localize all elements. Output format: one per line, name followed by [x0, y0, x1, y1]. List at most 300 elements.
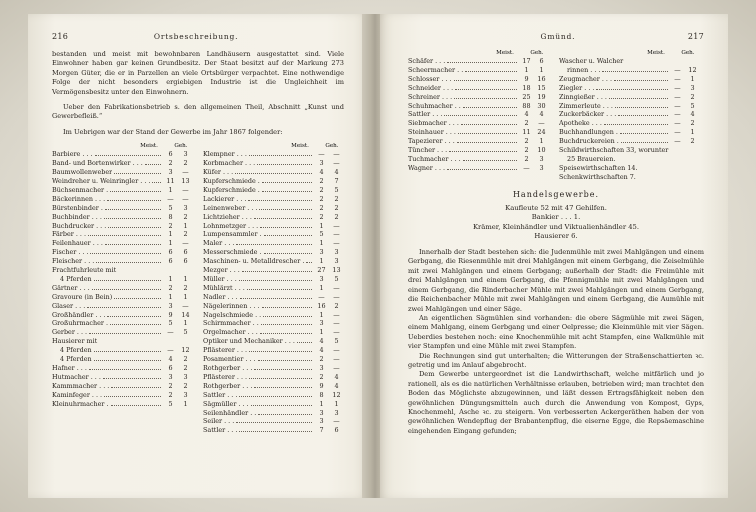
trade-masters: 3 [319, 319, 324, 328]
trade-masters: — [674, 101, 681, 110]
table-row [559, 57, 700, 66]
table-row [203, 364, 344, 373]
trade-masters: 6 [168, 150, 173, 159]
trade-name: Schenkwirthschaften 7. [559, 172, 636, 181]
trade-name: Nagelschmiede . . [203, 310, 262, 319]
trade-name: 4 Pferden [60, 346, 92, 355]
trade-masters: 1 [168, 230, 173, 239]
table-row [52, 364, 193, 373]
table-row [559, 164, 700, 173]
table-row [559, 102, 700, 111]
table-row [52, 222, 193, 231]
trades-column-2-header [203, 143, 344, 149]
trade-helpers: 3 [690, 83, 695, 92]
trade-helpers: 1 [539, 137, 544, 146]
trade-name: Tuchmacher . . . [408, 154, 461, 163]
trade-masters: — [318, 150, 325, 159]
trade-masters: 2 [168, 390, 173, 399]
trade-helpers: 1 [334, 399, 339, 408]
trade-helpers: 30 [537, 101, 546, 110]
trade-helpers: 3 [334, 257, 339, 266]
trade-helpers: 12 [181, 346, 190, 355]
trade-name: Maschinen- u. Metalldrescher . [203, 257, 305, 266]
trade-masters: 9 [319, 381, 324, 390]
trades-column-4-header [559, 50, 700, 56]
trade-helpers: 3 [334, 248, 339, 257]
left-page-header [52, 32, 344, 41]
trade-name: Müller . . . [203, 274, 237, 283]
table-row [559, 155, 700, 164]
trade-name: Mühlärzt . . . [203, 283, 245, 292]
right-page [380, 14, 728, 498]
trade-helpers: 2 [183, 364, 188, 372]
table-row [52, 284, 193, 293]
trade-masters: 5 [168, 319, 173, 328]
table-row [203, 159, 344, 168]
trade-name: Gravoure (in Bein) [52, 292, 113, 301]
trade-helpers: 16 [537, 74, 546, 83]
trade-name: Schäfer . . . [408, 57, 446, 65]
table-row [203, 284, 344, 293]
trade-helpers: 6 [183, 248, 188, 257]
trade-name: Rothgerber . . . [203, 381, 253, 390]
trade-helpers: — [333, 159, 340, 168]
trade-name: Zeugmacher . . . [559, 74, 613, 83]
trade-helpers: — [333, 328, 340, 337]
trade-masters: 8 [168, 212, 173, 221]
table-row [408, 137, 549, 146]
table-row [408, 128, 549, 137]
trade-masters: 18 [522, 83, 531, 92]
table-row [203, 426, 344, 435]
table-row [408, 66, 549, 75]
table-row [408, 110, 549, 119]
table-row [52, 328, 193, 337]
trade-name: Leinenweber . . . [203, 203, 258, 212]
trade-masters: — [674, 128, 681, 137]
handelsgewerbe-heading: Handelsgewerbe. [512, 189, 600, 199]
table-row [52, 337, 193, 346]
table-row [52, 213, 193, 222]
trade-masters: 3 [168, 168, 173, 177]
trade-helpers: — [182, 301, 189, 310]
trade-masters: 6 [168, 364, 173, 372]
trade-name: Baumwollenweber [52, 168, 113, 177]
table-row [203, 409, 344, 418]
trade-name: Siebmacher . . . [408, 119, 459, 128]
table-row [203, 337, 344, 346]
trade-helpers: 2 [334, 203, 339, 212]
trade-masters: — [167, 346, 174, 355]
trade-helpers: — [333, 364, 340, 372]
table-row [52, 150, 193, 159]
trade-masters: 11 [522, 128, 531, 137]
trades-table-left [52, 143, 344, 435]
trade-name: Orgelmacher . . . [203, 328, 258, 337]
trade-name: Glaser . . . [52, 301, 86, 310]
table-row [203, 346, 344, 355]
trade-name: Sattler . . . [408, 110, 443, 119]
right-page-running-title: Gmünd. [540, 32, 576, 41]
trade-name: Hausierer mit [52, 337, 98, 346]
col-header-meister: Meist. [140, 143, 158, 150]
table-row [203, 230, 344, 239]
trade-name: Rothgerber . . . [203, 364, 253, 372]
trade-helpers: — [333, 417, 340, 426]
trade-masters: 11 [166, 176, 175, 185]
trade-masters: 5 [168, 203, 173, 212]
table-row [52, 159, 193, 168]
right-paragraph-1: Innerhalb der Stadt bestehen sich: die Judenmühle mit zwei Mahlgängen und einem Gerbgang, die Riesenmühle mit drei Mahlgängen mit einem Gerbgang, die Zeiselmühle mit zwei Mahlgängen und einem Gerbgang; außerhalb der Stadt: die Freimühle mit drei Mahlgängen und einem Gerbgang, die Pfennigmühle mit zwei Mahlgängen und einem Gerbgang, die Rinderbacher Mühle mit zwei Mahlgängen und einem Gerbgang, die Reichenbacher Mühle mit zwei Mahlgängen und einem Gerbgang, die Aumühle mit zwei Mahlgängen und einer Säge. [408, 248, 704, 313]
trade-name: Buchdrucker . . . [52, 221, 107, 230]
table-row [203, 213, 344, 222]
trade-helpers: 5 [690, 101, 695, 110]
trade-masters: 1 [319, 310, 324, 319]
trade-masters: 4 [319, 168, 324, 177]
trade-masters: 2 [168, 159, 173, 168]
table-row [203, 222, 344, 231]
trade-helpers: 10 [537, 146, 546, 155]
table-row [203, 239, 344, 248]
table-row [203, 319, 344, 328]
trade-helpers: — [182, 239, 189, 248]
handels-line-1: Kaufleute 52 mit 47 Gehilfen. [505, 203, 607, 212]
table-row [203, 302, 344, 311]
trade-masters: 16 [317, 301, 326, 310]
table-row [203, 248, 344, 257]
trade-name: Schreiner . . . [408, 92, 453, 101]
trade-name: Küfer . . . [203, 168, 234, 177]
table-row [52, 195, 193, 204]
trade-masters: 2 [319, 203, 324, 212]
trade-name: Pflästerer . . . [203, 372, 248, 381]
trade-masters: 2 [319, 185, 324, 194]
trade-helpers: 12 [332, 390, 341, 399]
table-row [52, 302, 193, 311]
trade-masters: 17 [522, 57, 531, 65]
trade-name: Weindreher u. Weinringler . . . [52, 176, 151, 185]
trade-helpers: 2 [334, 194, 339, 203]
trade-masters: 2 [319, 372, 324, 381]
trade-name: Lumpensammler . [203, 230, 262, 239]
trade-name: Buchdruckereien . [559, 137, 619, 146]
trade-name: Schuhmacher . . [408, 101, 461, 110]
trade-helpers: 15 [537, 83, 546, 92]
table-row [52, 275, 193, 284]
trade-name: Schildwirthschaften 33, worunter [559, 146, 669, 155]
trade-name: Hutmacher . . . [52, 372, 101, 381]
left-page [28, 14, 368, 498]
trade-helpers: 5 [183, 328, 188, 337]
trade-name: Zuckerbäcker . . . [559, 110, 617, 119]
right-page-number: 217 [687, 32, 704, 41]
table-row [559, 84, 700, 93]
trade-helpers: 12 [688, 65, 697, 74]
table-row [52, 257, 193, 266]
trade-masters: — [674, 65, 681, 74]
trade-masters: 2 [319, 355, 324, 364]
trade-masters: 1 [168, 185, 173, 194]
trade-masters: 4 [319, 346, 324, 355]
right-paragraph-4: Dem Gewerbe untergeordnet ist die Landwirthschaft, welche mitfärlich und jo rationell, als es die natürlichen Verhältnisse erlauben, betrieben wird; man trachtet den Boden das Möglichste abzugewinnen, und läßt dessen Ertragsfähigkeit neben den gewöhnlichen Düngungsmitteln auch durch die Anwendung von Kompost, Gyps, Knochenmehl, Asche ꝛc. zu steigern. Von verbesserten Ackergeräthen haben der von gewöhnlichen Wendepflug der Brabantenpflug, die eiserne Egge, die Repsäemaschine eingehenden Eingang gefunden; [408, 370, 704, 435]
table-row [203, 400, 344, 409]
trade-name: Steinhauer . . . [408, 128, 456, 137]
table-row [408, 164, 549, 173]
left-paragraph-3: Im Uebrigen war der Stand der Gewerbe im Jahr 1867 folgender: [63, 127, 283, 136]
col-header-gehilfen-2: Geh. [325, 143, 339, 150]
trade-helpers: 4 [690, 110, 695, 119]
trade-masters: 2 [319, 176, 324, 185]
trade-helpers: — [538, 119, 545, 128]
table-row [203, 186, 344, 195]
trade-helpers: — [333, 310, 340, 319]
trade-helpers: 14 [181, 310, 190, 319]
trade-name: Buchbinder . . . [52, 212, 102, 221]
table-row [203, 150, 344, 159]
table-row [408, 146, 549, 155]
trade-masters: 3 [168, 372, 173, 381]
table-row [52, 400, 193, 409]
trade-name: Schlosser . . . [408, 74, 452, 83]
trade-name: 4 Pferden [60, 355, 92, 364]
col-header-meist: Meist. [496, 50, 514, 56]
trade-name: Pflästerer . . . [203, 346, 248, 355]
table-row [52, 293, 193, 302]
trade-name: Gerber . . . [52, 328, 88, 337]
trade-masters: 27 [317, 266, 326, 275]
trade-helpers: 7 [334, 176, 339, 185]
trade-masters: 25 [522, 92, 531, 101]
trade-name: Klempner . . . [203, 150, 247, 159]
trade-name: Fischer . . . [52, 248, 89, 257]
trade-name: Barbiere . . . [52, 150, 93, 159]
table-row [52, 319, 193, 328]
trade-helpers: 5 [334, 337, 339, 346]
trade-helpers: — [333, 221, 340, 230]
table-row [559, 137, 700, 146]
trades-column-2 [203, 143, 344, 435]
table-row [203, 204, 344, 213]
trade-helpers: 3 [183, 372, 188, 381]
trade-name: Schneider . . . [408, 83, 454, 92]
trade-name: Kleinuhrmacher . [52, 399, 109, 408]
trade-helpers: 3 [183, 203, 188, 212]
trades-column-1-header [52, 143, 193, 149]
trade-masters: 1 [319, 399, 324, 408]
trade-helpers: 5 [334, 274, 339, 283]
trade-masters: 1 [168, 239, 173, 248]
trade-name: Feilenhauer . . . [52, 239, 103, 248]
trade-name: Apotheke . . . [559, 119, 602, 128]
trade-name: Kupferschmiede . [203, 185, 260, 194]
trade-masters: — [674, 74, 681, 83]
trade-masters: 6 [168, 248, 173, 257]
trade-name: Büchsenmacher . [52, 185, 109, 194]
trade-masters: 1 [168, 274, 173, 283]
table-row [203, 293, 344, 302]
trade-name: Band- und Bortenwirker . . . [52, 159, 143, 168]
trade-masters: 4 [524, 110, 529, 119]
trade-name: 4 Pferden [60, 274, 92, 283]
trade-helpers: — [333, 230, 340, 239]
table-row [559, 173, 700, 182]
table-row [203, 382, 344, 391]
trade-name: Tüncher . . . [408, 146, 448, 155]
trade-masters: 3 [319, 364, 324, 372]
table-row [408, 84, 549, 93]
left-page-running-title: Ortsbeschreibung. [153, 32, 239, 41]
left-page-number: 216 [52, 32, 69, 41]
table-row [559, 146, 700, 155]
trade-name: Korbmacher . . . [203, 159, 256, 168]
trade-name: Färber . . . [52, 230, 86, 239]
trade-name: Posamentier . . . [203, 355, 256, 364]
table-row [52, 355, 193, 364]
table-row [203, 373, 344, 382]
trade-helpers: 2 [183, 159, 188, 168]
table-row [52, 391, 193, 400]
table-row [52, 239, 193, 248]
trade-helpers: — [333, 283, 340, 292]
trade-helpers: 2 [334, 212, 339, 221]
trade-helpers: 6 [334, 426, 339, 435]
table-row [559, 66, 700, 75]
right-page-header [408, 32, 704, 41]
trade-masters: 3 [319, 274, 324, 283]
trade-masters: — [167, 194, 174, 203]
trade-masters: 8 [319, 390, 324, 399]
trade-masters: 1 [319, 283, 324, 292]
trade-helpers: 1 [539, 65, 544, 74]
trade-helpers: 6 [539, 57, 544, 65]
trade-name: Seilenhändler . . [203, 408, 257, 417]
trade-name: Maler . . . [203, 239, 235, 248]
left-paragraph-2: Ueber den Fabrikationsbetrieb s. den allgemeinen Theil, Abschnitt „Kunst und Gewerbefleiß.“ [52, 103, 344, 121]
trade-masters: — [674, 137, 681, 146]
trade-helpers: 19 [537, 92, 546, 101]
trade-helpers: 2 [183, 355, 188, 364]
trade-name: Frachtfuhrleute mit [52, 266, 117, 275]
trade-name: Zinngießer . . . [559, 92, 607, 101]
col-header-gehilfen: Geh. [174, 143, 188, 150]
trade-name: Kammmacher . . . [52, 381, 110, 390]
trade-helpers: 1 [183, 221, 188, 230]
trade-name: Bäckerinnen . . . [52, 194, 106, 203]
trade-name: Wagner . . . [408, 163, 446, 172]
trade-helpers: 1 [690, 128, 695, 137]
trade-helpers: 2 [690, 119, 695, 128]
trade-masters: 2 [168, 283, 173, 292]
trade-masters: 9 [168, 310, 173, 319]
trade-name: Buchhandlungen . [559, 128, 618, 137]
trade-masters: 3 [319, 408, 324, 417]
col-header-meist-2: Meist. [647, 50, 665, 56]
trade-masters: — [523, 163, 530, 172]
trade-name: Lohnmetzger . . . [203, 221, 259, 230]
trade-helpers: 1 [183, 399, 188, 408]
trade-name: Wascher u. Walcher [559, 57, 624, 65]
trade-helpers: 2 [183, 381, 188, 390]
trade-helpers: 4 [334, 372, 339, 381]
handels-line-3: Krämer, Kleinhändler und Viktualienhändler 45. [472, 222, 640, 231]
trade-name: Messerschmiede . [203, 248, 262, 257]
trade-name: Bürstenbinder . [52, 203, 103, 212]
table-row [52, 311, 193, 320]
trade-name: Fleischer . . . [52, 257, 95, 266]
table-row [52, 373, 193, 382]
trade-masters: 6 [168, 257, 173, 266]
trade-helpers: 2 [183, 230, 188, 239]
trade-name: 25 Brauereien. [567, 154, 616, 163]
table-row [408, 57, 549, 66]
table-row [203, 257, 344, 266]
trade-masters: — [674, 92, 681, 101]
trade-name: Lackierer . . . [203, 194, 247, 203]
trade-masters: — [674, 119, 681, 128]
trade-name: Großuhrmacher . [52, 319, 109, 328]
trade-masters: 3 [319, 417, 324, 426]
trade-masters: 3 [319, 159, 324, 168]
table-row [203, 328, 344, 337]
trade-helpers: 2 [690, 92, 695, 101]
trade-name: Optiker und Mechaniker . . . [203, 337, 295, 346]
trade-name: Mezger . . . [203, 266, 240, 275]
trade-name: Scheermacher . . [408, 65, 464, 74]
trade-name: Lichtzieher . . . [203, 212, 252, 221]
trade-name: Nägelerinnen . . . [203, 301, 260, 310]
table-row [52, 186, 193, 195]
trade-name: Schirmmacher . . [203, 319, 259, 328]
trade-helpers: 2 [183, 283, 188, 292]
trade-helpers: 3 [539, 154, 544, 163]
trade-helpers: 1 [183, 319, 188, 328]
table-row [203, 168, 344, 177]
trade-helpers: — [182, 194, 189, 203]
trade-helpers: 6 [183, 257, 188, 266]
trade-name: rinnen . . . [567, 65, 601, 74]
trade-masters: 5 [319, 230, 324, 239]
trade-masters: — [167, 328, 174, 337]
table-row [52, 204, 193, 213]
trade-name: Gärtner . . . [52, 283, 90, 292]
table-row [559, 128, 700, 137]
table-row [203, 266, 344, 275]
trade-masters: 1 [168, 292, 173, 301]
table-row [52, 177, 193, 186]
trade-masters: 2 [524, 137, 529, 146]
trade-helpers: 24 [537, 128, 546, 137]
trade-masters: 1 [319, 257, 324, 266]
col-header-geh-2: Geh. [681, 50, 695, 56]
trade-name: Seiler . . . [203, 417, 235, 426]
trade-name: Speisewirthschaften 14. [559, 163, 638, 172]
trades-column-1 [52, 143, 193, 435]
trade-masters: 1 [319, 328, 324, 337]
trade-masters: 4 [168, 355, 173, 364]
trade-helpers: — [333, 319, 340, 328]
left-paragraph-1: bestanden und meist mit bewohnbaren Landhäusern ausgestattet sind. Viele Einwohner haben gar keinen Grundbesitz. Der Staat besitzt auf der Markung 273 Morgen Güter, die er in Parzellen an viele Ortsbürger verpachtet. Eine nothwendige Folge der nicht besonders ergiebigen Industrie ist die Ungleichheit im Vermögensbesitz unter den Einwohnern. [52, 50, 344, 96]
trade-masters: 1 [319, 239, 324, 248]
trade-helpers: 2 [334, 301, 339, 310]
trade-helpers: 13 [181, 176, 190, 185]
trade-masters: 2 [319, 194, 324, 203]
trade-name: Ziegler . . . [559, 83, 595, 92]
trade-masters: 3 [319, 248, 324, 257]
table-row [52, 266, 193, 275]
trade-name: Zimmerleute . . . [559, 101, 613, 110]
trade-helpers: 2 [183, 212, 188, 221]
trade-helpers: 5 [334, 185, 339, 194]
